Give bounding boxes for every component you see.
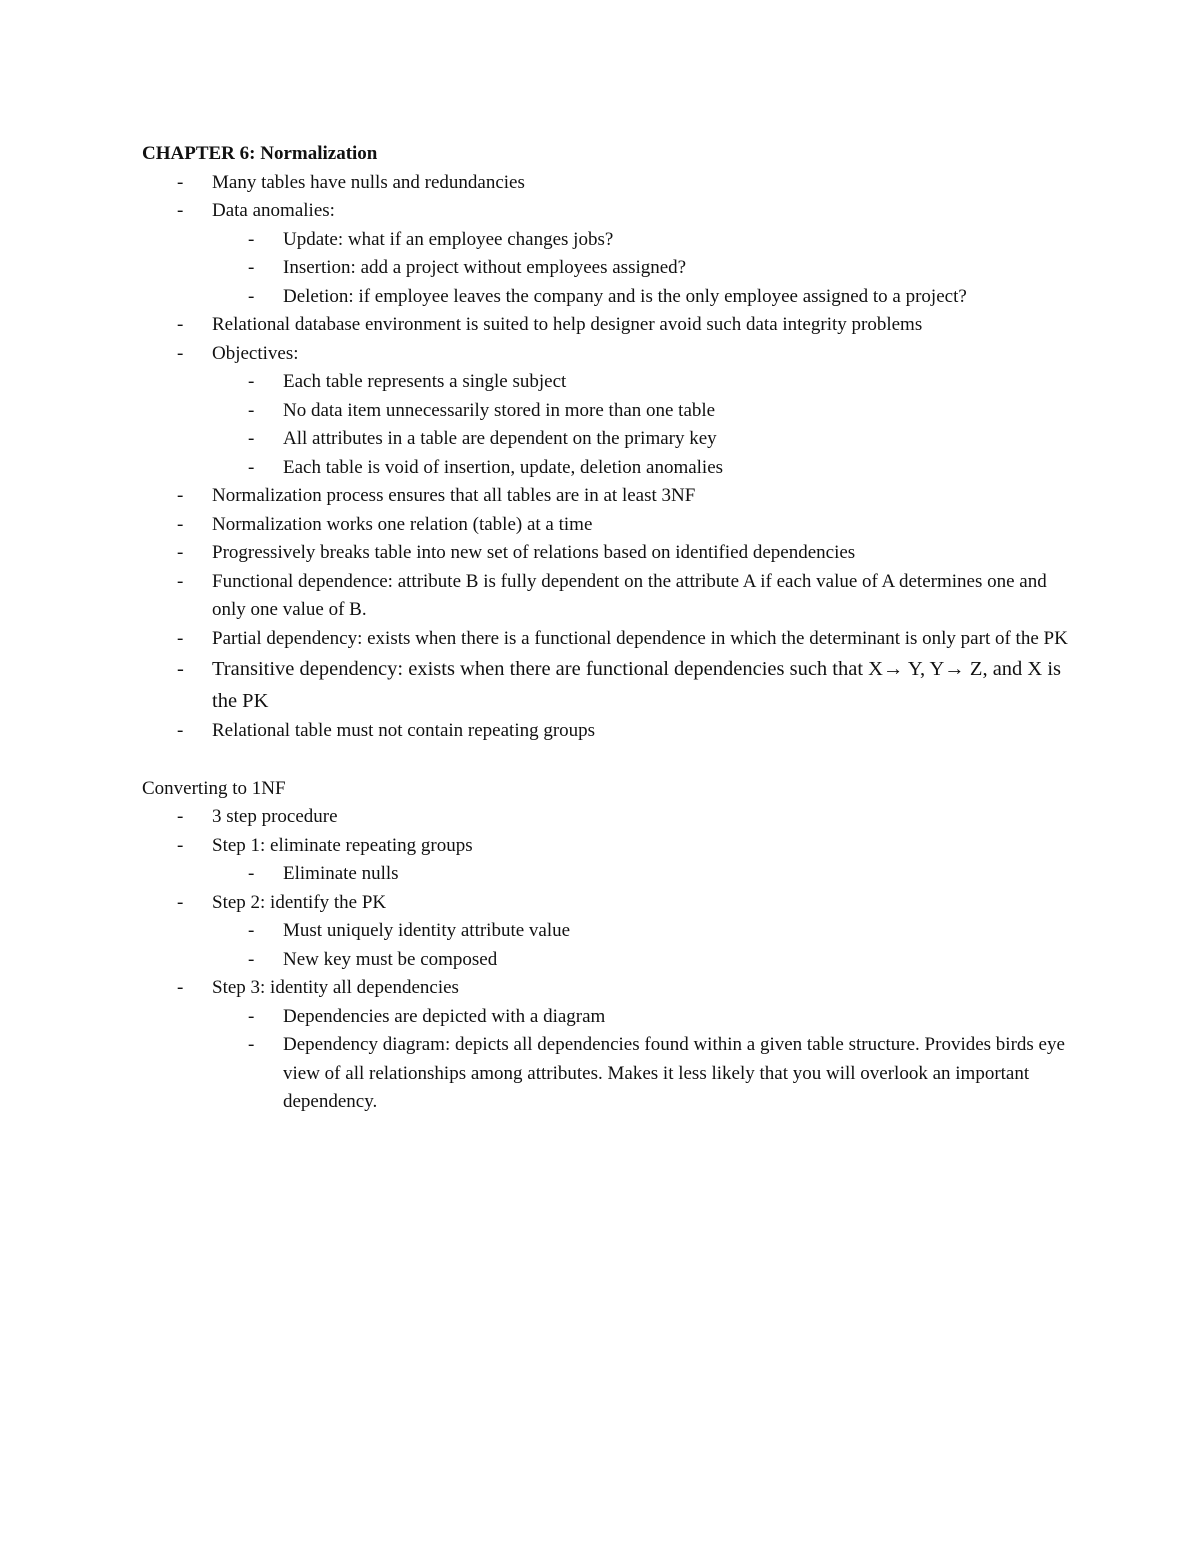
list-item-text: Update: what if an employee changes jobs? [283, 228, 614, 250]
bullet-dash: - [248, 285, 255, 307]
list-item-text: Step 3: identity all dependencies [212, 977, 459, 998]
list-item-text: Data anomalies: [212, 200, 335, 221]
bullet-dash: - [177, 342, 184, 364]
chapter-title: CHAPTER 6: Normalization [142, 143, 378, 164]
sub-bullet-list [142, 860, 1082, 889]
list-item [142, 974, 1082, 1003]
list-item-text: Insertion: add a project without employees assigned? [283, 257, 687, 278]
list-item [142, 717, 1082, 746]
bullet-dash: - [248, 948, 255, 970]
sub-list-item [142, 917, 1082, 946]
section-spacer [142, 746, 1082, 775]
bullet-dash: - [177, 834, 184, 856]
bullet-dash: - [177, 542, 184, 563]
list-item-text: Relational table must not contain repeating groups [212, 720, 596, 741]
list-item [142, 340, 1082, 369]
sub-list-item [142, 946, 1082, 975]
bullet-dash: - [177, 977, 184, 998]
sub-list-item [142, 454, 1082, 483]
list-item [142, 889, 1082, 918]
list-item-text: Step 1: eliminate repeating groups [212, 834, 473, 856]
bullet-dash: - [177, 658, 184, 680]
list-item-text: Objectives: [212, 342, 299, 364]
list-item [142, 311, 1082, 340]
list-item [142, 832, 1082, 861]
sub-bullet-list [142, 917, 1082, 974]
bullet-dash: - [248, 399, 255, 421]
bullet-dash: - [177, 513, 184, 535]
list-item-text: Many tables have nulls and redundancies [212, 171, 525, 193]
list-item [142, 169, 1082, 198]
section-title-converting: Converting to 1NF [142, 777, 286, 799]
sub-bullet-list [142, 1003, 1082, 1117]
sub-list-item [142, 368, 1082, 397]
list-item-text: Functional dependence: attribute B is fully dependent on the attribute A if each value of A determines one and only one value of B. [212, 570, 1047, 620]
list-item [142, 197, 1082, 226]
list-item-text: Transitive dependency: exists when there are functional dependencies such that X→ Y, Y→ Z, and X is the PK [212, 658, 1062, 712]
bullet-dash: - [248, 920, 255, 941]
bullet-dash: - [177, 627, 184, 649]
list-item-text: All attributes in a table are dependent on the primary key [283, 428, 717, 449]
list-item-text: Eliminate nulls [283, 863, 399, 884]
chapter-bullet-list [142, 169, 1082, 746]
bullet-dash: - [248, 257, 255, 278]
list-item-text: Each table represents a single subject [283, 371, 567, 392]
bullet-dash: - [177, 891, 184, 913]
converting-bullet-list [142, 803, 1082, 1117]
list-item-text: No data item unnecessarily stored in more than one table [283, 399, 716, 421]
sub-bullet-list [142, 368, 1082, 482]
list-item [142, 482, 1082, 511]
sub-list-item [142, 425, 1082, 454]
sub-list-item [142, 226, 1082, 255]
list-item [142, 653, 1082, 717]
list-item [142, 539, 1082, 568]
list-item-text: Normalization works one relation (table) at a time [212, 513, 593, 535]
list-item [142, 568, 1082, 625]
list-item-text: Dependency diagram: depicts all dependencies found within a given table structure. Provides birds eye view of all relationships among attributes. Makes it less likely that you will overlook an important dependency. [283, 1034, 1065, 1112]
list-item [142, 803, 1082, 832]
list-item-text: Partial dependency: exists when there is a functional dependence in which the determinant is only part of the PK [212, 627, 1068, 649]
bullet-dash: - [177, 200, 184, 221]
list-item-text: Progressively breaks table into new set of relations based on identified dependencies [212, 542, 856, 563]
list-item-text: Dependencies are depicted with a diagram [283, 1005, 606, 1027]
bullet-dash: - [248, 863, 255, 884]
list-item [142, 625, 1082, 654]
sub-list-item [142, 860, 1082, 889]
bullet-dash: - [177, 171, 184, 193]
document-page [142, 140, 1082, 1117]
list-item [142, 511, 1082, 540]
list-item-text: New key must be composed [283, 948, 498, 970]
bullet-dash: - [248, 228, 255, 250]
sub-list-item [142, 397, 1082, 426]
bullet-dash: - [177, 720, 184, 741]
list-item-text: 3 step procedure [212, 806, 338, 827]
sub-bullet-list [142, 226, 1082, 312]
sub-list-item [142, 1003, 1082, 1032]
bullet-dash: - [177, 806, 184, 827]
list-item-text: Relational database environment is suited to help designer avoid such data integrity problems [212, 314, 923, 335]
bullet-dash: - [248, 428, 255, 449]
bullet-dash: - [177, 314, 184, 335]
list-item-text: Normalization process ensures that all tables are in at least 3NF [212, 485, 696, 506]
list-item-text: Step 2: identify the PK [212, 891, 387, 913]
sub-list-item [142, 283, 1082, 312]
bullet-dash: - [248, 456, 255, 478]
bullet-dash: - [177, 485, 184, 506]
bullet-dash: - [248, 371, 255, 392]
bullet-dash: - [177, 570, 184, 592]
sub-list-item [142, 1031, 1082, 1117]
list-item-text: Must uniquely identity attribute value [283, 920, 571, 941]
sub-list-item [142, 254, 1082, 283]
bullet-dash: - [248, 1034, 255, 1055]
list-item-text: Deletion: if employee leaves the company and is the only employee assigned to a project? [283, 285, 967, 307]
bullet-dash: - [248, 1005, 255, 1027]
list-item-text: Each table is void of insertion, update, deletion anomalies [283, 456, 724, 478]
